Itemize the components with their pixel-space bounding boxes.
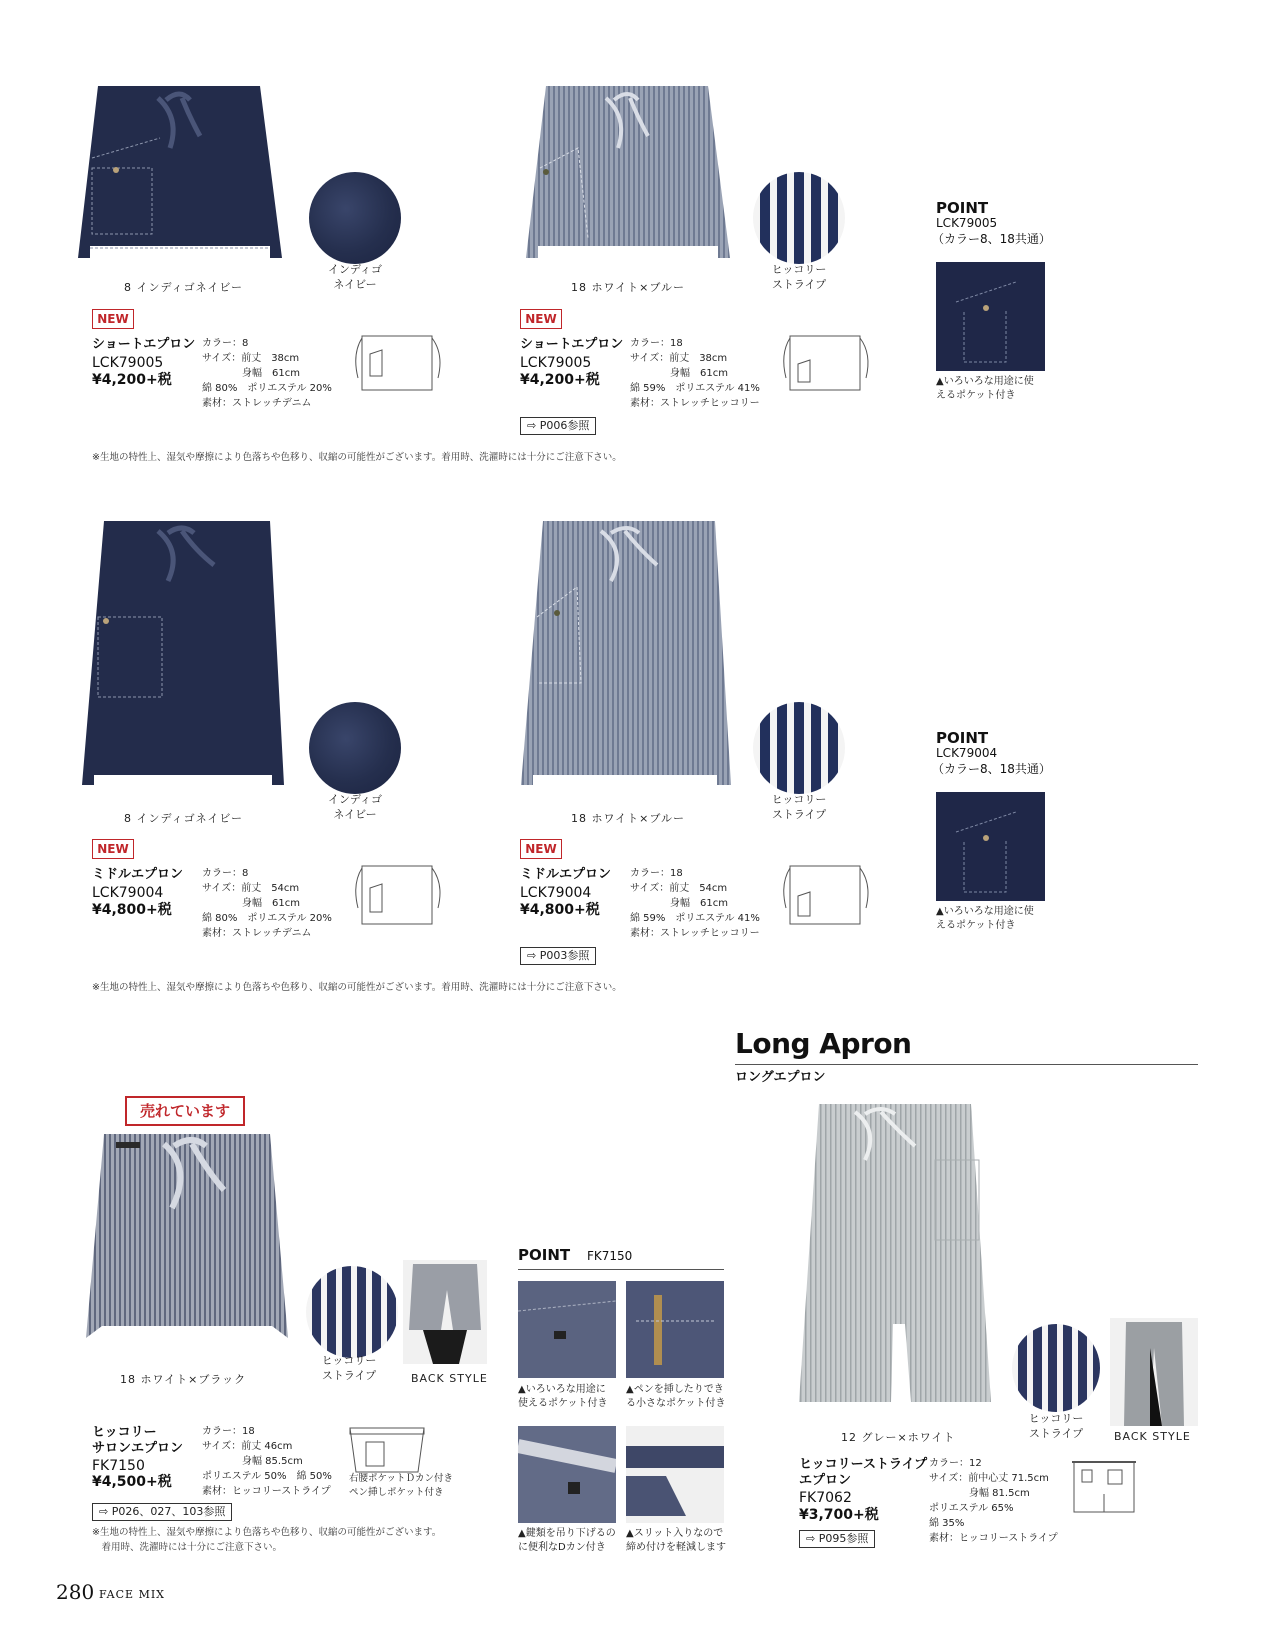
- swatch-caption-5: ヒッコリー ストライプ: [321, 1354, 377, 1382]
- sold-badge: 売れています: [125, 1096, 245, 1126]
- new-badge: NEW: [92, 309, 134, 329]
- navy-middle-apron-image: [78, 517, 288, 787]
- gray-long-apron-image: [795, 1100, 995, 1405]
- apron-sketch: [348, 864, 448, 928]
- hickory-salon-apron-image: [84, 1128, 290, 1348]
- back-style-photo: [1110, 1318, 1198, 1426]
- product-price: ¥4,200+税: [520, 372, 600, 388]
- page-reference[interactable]: ⇨ P026、027、103参照: [92, 1503, 232, 1521]
- product-code: LCK79004: [92, 885, 164, 901]
- point-caption: ▲いろいろな用途に使 えるポケット付き: [936, 906, 1034, 931]
- swatch-caption-1: インディゴ ネイビー: [327, 263, 383, 291]
- apron-sketch: [776, 334, 876, 396]
- pen-pocket-photo: [626, 1281, 724, 1378]
- pocket-detail-photo: [518, 1281, 616, 1378]
- hickory-swatch: [306, 1266, 398, 1358]
- section-title: Long Apron: [735, 1027, 912, 1060]
- spec-list: カラー：18 サイズ：前丈 46cm 身幅 85.5cm ポリエステル 50% 綿 50% 素材：ヒッコリーストライプ: [202, 1426, 332, 1497]
- point-code: LCK79004: [936, 746, 998, 760]
- color-caption: 8 インディゴネイビー: [124, 812, 243, 825]
- hickory-swatch: [1012, 1324, 1100, 1412]
- point-colors: （カラー8、18共通）: [932, 762, 1051, 776]
- product-price: ¥4,500+税: [92, 1474, 172, 1490]
- section-subtitle: ロングエプロン: [735, 1070, 826, 1085]
- swatch-caption-6: ヒッコリー ストライプ: [1028, 1412, 1084, 1440]
- page-number: 280: [56, 1580, 95, 1604]
- product-name: ショートエプロン: [520, 337, 624, 352]
- page-reference[interactable]: ⇨ P006参照: [520, 417, 596, 435]
- product-code: LCK79004: [520, 885, 592, 901]
- product-code: FK7062: [799, 1490, 852, 1506]
- hickory-swatch: [753, 702, 845, 794]
- hickory-swatch: [753, 172, 845, 264]
- brand-name: FACE MIX: [99, 1588, 166, 1601]
- indigo-swatch: [309, 702, 401, 794]
- point-title: POINT: [936, 199, 989, 217]
- new-badge: NEW: [520, 839, 562, 859]
- pocket-detail-photo: [936, 792, 1045, 901]
- apron-sketch: [1068, 1456, 1140, 1516]
- hickory-short-apron-image: [518, 78, 743, 268]
- product-name: ヒッコリーストライプ エプロン: [799, 1457, 928, 1488]
- section-divider: [735, 1064, 1198, 1065]
- back-style-caption: BACK STYLE: [1114, 1430, 1191, 1443]
- new-badge: NEW: [92, 839, 134, 859]
- point-title: POINT: [936, 729, 989, 747]
- pocket-detail-photo: [936, 262, 1045, 371]
- d-ring-photo: [518, 1426, 616, 1523]
- color-caption: 12 グレー×ホワイト: [841, 1431, 956, 1444]
- care-note: ※生地の特性上、湿気や摩擦により色落ちや色移り、収縮の可能性がございます。着用時、洗濯時には十分にご注意下さい。: [92, 982, 622, 993]
- point-title: POINT: [518, 1246, 571, 1264]
- point-caption: ▲鍵類を吊り下げるの に便利なDカン付き: [518, 1528, 616, 1553]
- product-price: ¥4,800+税: [520, 902, 600, 918]
- point-code: LCK79005: [936, 216, 998, 230]
- point-caption: ▲スリット入りなので 締め付けを軽減します: [626, 1528, 726, 1553]
- spec-list: カラー：18 サイズ：前丈 54cm 身幅 61cm 綿 59% ポリエステル 41% 素材：ストレッチヒッコリー: [630, 868, 760, 939]
- apron-sketch: [348, 334, 448, 396]
- color-caption: 18 ホワイト×ブルー: [571, 281, 685, 294]
- apron-sketch: [346, 1420, 428, 1478]
- page-reference[interactable]: ⇨ P095参照: [799, 1530, 875, 1548]
- product-name: ミドルエプロン: [520, 867, 612, 882]
- spec-list: カラー：8 サイズ：前丈 54cm 身幅 61cm 綿 80% ポリエステル 20% 素材：ストレッチデニム: [202, 868, 332, 939]
- care-note: ※生地の特性上、湿気や摩擦により色落ちや色移り、収縮の可能性がございます。着用時、洗濯時には十分にご注意下さい。: [92, 452, 622, 463]
- point-caption: ▲いろいろな用途に 使えるポケット付き: [518, 1384, 608, 1409]
- product-name: ミドルエプロン: [92, 867, 184, 882]
- spec-list: カラー：8 サイズ：前丈 38cm 身幅 61cm 綿 80% ポリエステル 20% 素材：ストレッチデニム: [202, 338, 332, 409]
- product-price: ¥3,700+税: [799, 1507, 879, 1523]
- color-caption: 18 ホワイト×ブルー: [571, 812, 685, 825]
- point-caption: ▲ペンを挿したりでき る小さなポケット付き: [626, 1384, 726, 1409]
- point-code: FK7150: [587, 1249, 633, 1263]
- slit-photo: [626, 1426, 724, 1523]
- point-divider: [518, 1269, 724, 1270]
- new-badge: NEW: [520, 309, 562, 329]
- product-code: LCK79005: [520, 355, 592, 371]
- color-caption: 18 ホワイト×ブラック: [120, 1373, 247, 1386]
- apron-sketch: [776, 864, 876, 928]
- product-code: LCK79005: [92, 355, 164, 371]
- point-colors: （カラー8、18共通）: [932, 232, 1051, 246]
- page-reference[interactable]: ⇨ P003参照: [520, 947, 596, 965]
- navy-short-apron-image: [70, 78, 295, 268]
- spec-list: カラー：18 サイズ：前丈 38cm 身幅 61cm 綿 59% ポリエステル 41% 素材：ストレッチヒッコリー: [630, 338, 760, 409]
- product-price: ¥4,200+税: [92, 372, 172, 388]
- back-style-photo: [403, 1260, 487, 1364]
- back-style-caption: BACK STYLE: [411, 1372, 488, 1385]
- spec-list: カラー：12 サイズ：前中心丈 71.5cm 身幅 81.5cm ポリエステル 65% 綿 35% 素材：ヒッコリーストライプ: [929, 1458, 1058, 1544]
- swatch-caption-3: インディゴ ネイビー: [327, 793, 383, 821]
- swatch-caption-4: ヒッコリー ストライプ: [771, 793, 827, 821]
- product-name: ショートエプロン: [92, 337, 196, 352]
- product-code: FK7150: [92, 1458, 145, 1474]
- product-name: ヒッコリー サロンエプロン: [92, 1425, 184, 1456]
- product-price: ¥4,800+税: [92, 902, 172, 918]
- swatch-caption-2: ヒッコリー ストライプ: [771, 263, 827, 291]
- hickory-middle-apron-image: [517, 517, 737, 787]
- color-caption: 8 インディゴネイビー: [124, 281, 243, 294]
- point-caption: ▲いろいろな用途に使 えるポケット付き: [936, 376, 1034, 401]
- indigo-swatch: [309, 172, 401, 264]
- sketch-caption: 右腰ポケットＤカン付き ペン挿しポケット付き: [349, 1473, 454, 1498]
- care-note: ※生地の特性上、湿気や摩擦により色落ちや色移り、収縮の可能性がございます。 着用時、洗濯時には十分にご注意下さい。: [92, 1527, 442, 1553]
